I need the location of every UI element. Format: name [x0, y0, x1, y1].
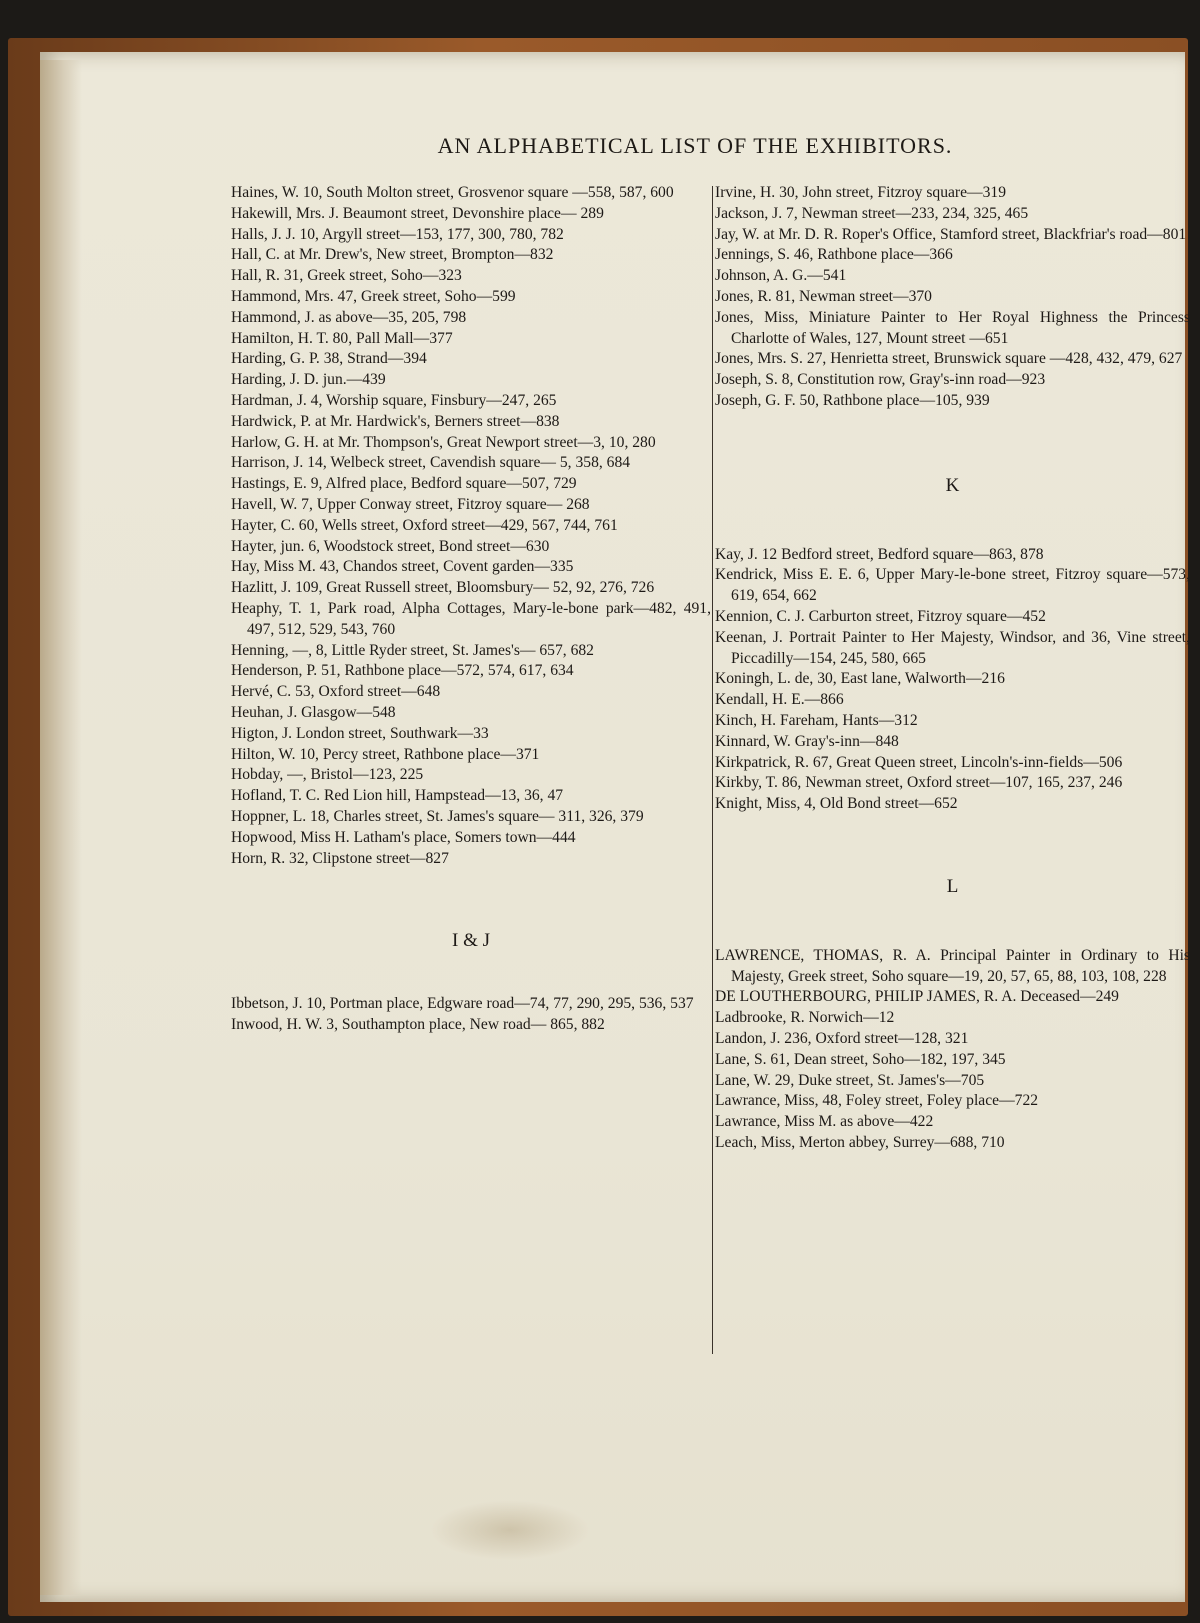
- list-entry: Henning, —, 8, Little Ryder street, St. James's— 657, 682: [231, 641, 594, 659]
- list-entry: Kendall, H. E.—866: [715, 691, 844, 709]
- list-entry: Jennings, S. 46, Rathbone place—366: [715, 246, 953, 264]
- list-entry: DE LOUTHERBOURG, PHILIP JAMES, R. A. Deceased—249: [715, 988, 1119, 1006]
- list-entry: Keenan, J. Portrait Painter to Her Majesty, Windsor, and 36, Vine street, Piccadilly—154, 245, 580, 665: [715, 628, 1190, 667]
- page-gutter: [40, 60, 82, 1595]
- list-entry: Kinch, H. Fareham, Hants—312: [715, 711, 918, 729]
- list-entry: Hammond, Mrs. 47, Greek street, Soho—599: [231, 287, 516, 305]
- list-entry: Hay, Miss M. 43, Chandos street, Covent garden—335: [231, 558, 574, 576]
- list-entry: Kinnard, W. Gray's-inn—848: [715, 732, 899, 750]
- list-entry: Kendrick, Miss E. E. 6, Upper Mary-le-bone street, Fitzroy square—573, 619, 654, 662: [715, 566, 1190, 605]
- list-entry: Lane, W. 29, Duke street, St. James's—705: [715, 1071, 985, 1089]
- list-entry: Henderson, P. 51, Rathbone place—572, 574, 617, 634: [231, 662, 574, 680]
- list-entry: Jay, W. at Mr. D. R. Roper's Office, Stamford street, Blackfriar's road—801: [715, 225, 1187, 243]
- list-entry: Jackson, J. 7, Newman street—233, 234, 325, 465: [715, 204, 1029, 222]
- list-entry: Jones, Miss, Miniature Painter to Her Royal Highness the Princess Charlotte of Wales, 127, Mount street —651: [715, 308, 1190, 347]
- list-entry: Kirkby, T. 86, Newman street, Oxford street—107, 165, 237, 246: [715, 774, 1123, 792]
- list-entry: Heuhan, J. Glasgow—548: [231, 703, 396, 721]
- section-heading-i-j: I & J: [452, 930, 490, 952]
- list-entry: Hamilton, H. T. 80, Pall Mall—377: [231, 329, 453, 347]
- list-entry: Hobday, —, Bristol—123, 225: [231, 766, 424, 784]
- list-entry: Harlow, G. H. at Mr. Thompson's, Great Newport street—3, 10, 280: [231, 433, 656, 451]
- list-entry: Jones, Mrs. S. 27, Henrietta street, Brunswick square —428, 432, 479, 627: [715, 350, 1183, 368]
- list-entry: Hayter, C. 60, Wells street, Oxford street—429, 567, 744, 761: [231, 516, 618, 534]
- list-entry: LAWRENCE, THOMAS, R. A. Principal Painter in Ordinary to His Majesty, Greek street, Soho square—19, 20, 57, 65, 88, 103, 108, 228: [715, 946, 1190, 985]
- list-entry: Knight, Miss, 4, Old Bond street—652: [715, 795, 958, 813]
- list-entry: Hilton, W. 10, Percy street, Rathbone place—371: [231, 745, 540, 763]
- list-entry: Kirkpatrick, R. 67, Great Queen street, Lincoln's-inn-fields—506: [715, 753, 1123, 771]
- section-heading-k: K: [945, 474, 960, 496]
- right-column: [715, 183, 1190, 1154]
- list-entry: Hoppner, L. 18, Charles street, St. James's square— 311, 326, 379: [231, 807, 644, 825]
- list-entry: Higton, J. London street, Southwark—33: [231, 724, 489, 742]
- list-entry: Hall, R. 31, Greek street, Soho—323: [231, 267, 462, 285]
- section-heading-l: L: [946, 875, 959, 897]
- list-entry: Harrison, J. 14, Welbeck street, Cavendish square— 5, 358, 684: [231, 454, 631, 472]
- list-entry: Hazlitt, J. 109, Great Russell street, Bloomsbury— 52, 92, 276, 726: [231, 579, 655, 597]
- list-entry: Hardman, J. 4, Worship square, Finsbury—247, 265: [231, 391, 557, 409]
- list-entry: Hakewill, Mrs. J. Beaumont street, Devonshire place— 289: [231, 204, 604, 222]
- list-entry: Haines, W. 10, South Molton street, Grosvenor square —558, 587, 600: [231, 184, 674, 201]
- list-entry: Joseph, S. 8, Constitution row, Gray's-inn road—923: [715, 371, 1046, 389]
- list-entry: Lawrance, Miss, 48, Foley street, Foley place—722: [715, 1092, 1039, 1110]
- list-entry: Hastings, E. 9, Alfred place, Bedford square—507, 729: [231, 475, 577, 493]
- list-entry: Kennion, C. J. Carburton street, Fitzroy square—452: [715, 607, 1046, 625]
- list-entry: Hardwick, P. at Mr. Hardwick's, Berners street—838: [231, 412, 560, 430]
- list-entry: Hall, C. at Mr. Drew's, New street, Brompton—832: [231, 246, 554, 264]
- page-title: AN ALPHABETICAL LIST OF THE EXHIBITORS.: [437, 133, 953, 158]
- list-entry: Horn, R. 32, Clipstone street—827: [231, 849, 449, 867]
- list-entry: Landon, J. 236, Oxford street—128, 321: [715, 1029, 969, 1047]
- list-entry: Koningh, L. de, 30, East lane, Walworth—216: [715, 670, 1005, 688]
- list-entry: Halls, J. J. 10, Argyll street—153, 177, 300, 780, 782: [231, 225, 564, 243]
- list-entry: Lawrance, Miss M. as above—422: [715, 1113, 934, 1131]
- list-entry: Havell, W. 7, Upper Conway street, Fitzroy square— 268: [231, 495, 590, 513]
- list-entry: Lane, S. 61, Dean street, Soho—182, 197, 345: [715, 1050, 1006, 1068]
- list-entry: Kay, J. 12 Bedford street, Bedford square—863, 878: [715, 545, 1044, 563]
- list-entry: Hofland, T. C. Red Lion hill, Hampstead—13, 36, 47: [231, 787, 564, 805]
- page-stain: [430, 1500, 590, 1560]
- list-entry: Hammond, J. as above—35, 205, 798: [231, 308, 467, 326]
- left-column: [231, 183, 711, 1036]
- list-entry: Irvine, H. 30, John street, Fitzroy square—319: [715, 184, 1007, 201]
- list-entry: Hopwood, Miss H. Latham's place, Somers town—444: [231, 828, 576, 846]
- list-entry: Heaphy, T. 1, Park road, Alpha Cottages, Mary-le-bone park—482, 491, 497, 512, 529, 543, 760: [231, 599, 711, 638]
- list-entry: Leach, Miss, Merton abbey, Surrey—688, 710: [715, 1133, 1005, 1151]
- list-entry: Ibbetson, J. 10, Portman place, Edgware road—74, 77, 290, 295, 536, 537: [231, 995, 694, 1013]
- list-entry: Inwood, H. W. 3, Southampton place, New road— 865, 882: [231, 1015, 605, 1033]
- list-entry: Hayter, jun. 6, Woodstock street, Bond street—630: [231, 537, 550, 555]
- list-entry: Ladbrooke, R. Norwich—12: [715, 1009, 895, 1027]
- column-divider: [712, 186, 713, 1354]
- list-entry: Joseph, G. F. 50, Rathbone place—105, 939: [715, 391, 990, 409]
- list-entry: Jones, R. 81, Newman street—370: [715, 287, 932, 305]
- list-entry: Johnson, A. G.—541: [715, 267, 847, 285]
- list-entry: Harding, G. P. 38, Strand—394: [231, 350, 427, 368]
- list-entry: Hervé, C. 53, Oxford street—648: [231, 683, 441, 701]
- list-entry: Harding, J. D. jun.—439: [231, 371, 386, 389]
